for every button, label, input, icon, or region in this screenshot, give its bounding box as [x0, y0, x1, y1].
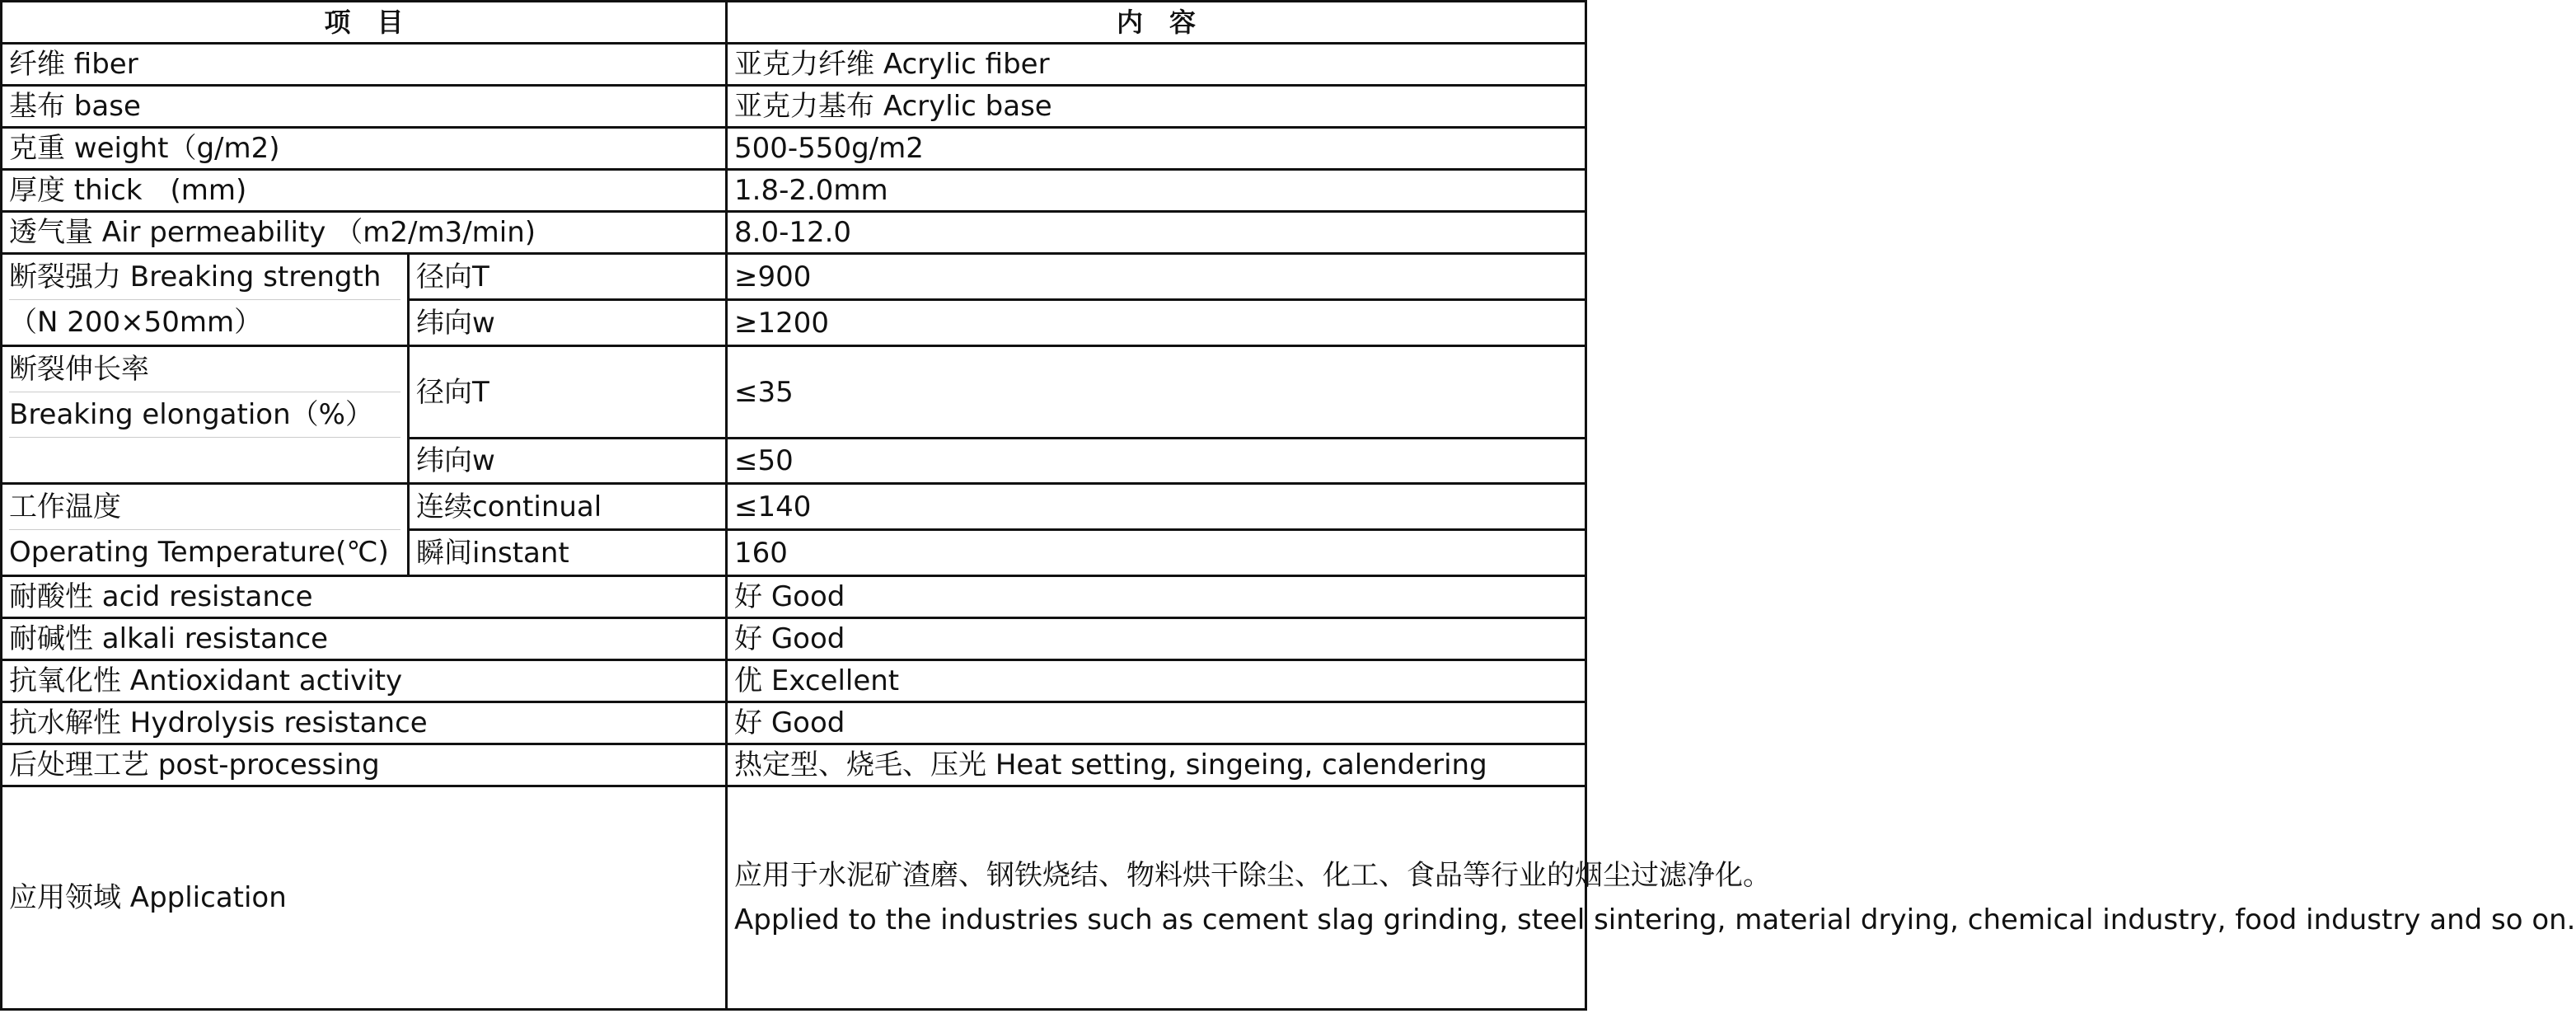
antioxidant-value: 优 Excellent — [727, 660, 1586, 702]
temperature-continual-label: 连续continual — [409, 484, 727, 530]
breaking-strength-weft-label: 纬向w — [409, 300, 727, 346]
air-value: 8.0-12.0 — [727, 212, 1586, 254]
thick-value: 1.8-2.0mm — [727, 170, 1586, 212]
elongation-warp-value: ≤35 — [727, 346, 1586, 439]
elongation-label-line-3 — [9, 437, 400, 482]
elongation-weft-value: ≤50 — [727, 439, 1586, 484]
table-row — [2, 128, 1586, 170]
temperature-continual-value: ≤140 — [727, 484, 1586, 530]
elongation-label — [2, 346, 409, 484]
application-value-cn: 应用于水泥矿渣磨、钢铁烧结、物料烘干除尘、化工、食品等行业的烟尘过滤净化。 — [734, 859, 1772, 892]
table-row — [2, 44, 1586, 86]
table-row — [2, 86, 1586, 128]
hydrolysis-label: 抗水解性 Hydrolysis resistance — [2, 702, 727, 744]
base-value: 亚克力基布 Acrylic base — [727, 86, 1586, 128]
table-row — [2, 212, 1586, 254]
weight-value: 500-550g/m2 — [727, 128, 1586, 170]
elongation-weft-label: 纬向w — [409, 439, 727, 484]
alkali-label: 耐碱性 alkali resistance — [2, 618, 727, 660]
hydrolysis-value: 好 Good — [727, 702, 1586, 744]
temperature-label-line-2: Operating Temperature(℃) — [9, 529, 400, 575]
base-label: 基布 base — [2, 86, 727, 128]
alkali-value: 好 Good — [727, 618, 1586, 660]
header-content: 内 容 — [727, 2, 1586, 44]
breaking-strength-warp-label: 径向T — [409, 254, 727, 300]
temperature-instant-value: 160 — [727, 530, 1586, 576]
table-row — [2, 170, 1586, 212]
post-processing-value: 热定型、烧毛、压光 Heat setting, singeing, calendering — [727, 744, 1586, 786]
table-row — [2, 744, 1586, 786]
thick-label: 厚度 thick (mm) — [2, 170, 727, 212]
table-row — [2, 618, 1586, 660]
breaking-strength-label — [2, 254, 409, 346]
header-item: 项 目 — [2, 2, 727, 44]
application-value-en: Applied to the industries such as cement slag grinding, steel sintering, material drying, chemical industry, food industry and so on. — [734, 903, 2576, 936]
elongation-label-line-2: Breaking elongation（%） — [9, 392, 400, 437]
table-row — [2, 346, 1586, 439]
acid-label: 耐酸性 acid resistance — [2, 576, 727, 618]
table-row — [2, 576, 1586, 618]
table-row — [2, 484, 1586, 530]
table-row — [2, 786, 1586, 1010]
weight-label: 克重 weight（g/m2) — [2, 128, 727, 170]
breaking-strength-warp-value: ≥900 — [727, 254, 1586, 300]
application-value — [727, 786, 2576, 1010]
header-row — [2, 2, 1586, 44]
breaking-strength-weft-value: ≥1200 — [727, 300, 1586, 346]
temperature-label — [2, 484, 409, 576]
table-row — [2, 702, 1586, 744]
application-label: 应用领域 Application — [2, 786, 727, 1010]
breaking-strength-label-line-2: （N 200×50mm） — [9, 299, 400, 345]
air-label: 透气量 Air permeability （m2/m3/min) — [2, 212, 727, 254]
temperature-instant-label: 瞬间instant — [409, 530, 727, 576]
fiber-value: 亚克力纤维 Acrylic fiber — [727, 44, 1586, 86]
antioxidant-label: 抗氧化性 Antioxidant activity — [2, 660, 727, 702]
elongation-warp-label: 径向T — [409, 346, 727, 439]
post-processing-label: 后处理工艺 post-processing — [2, 744, 727, 786]
temperature-label-line-1: 工作温度 — [9, 490, 121, 523]
breaking-strength-label-line-1: 断裂强力 Breaking strength — [9, 260, 382, 293]
table-row — [2, 254, 1586, 300]
acid-value: 好 Good — [727, 576, 1586, 618]
fiber-label: 纤维 fiber — [2, 44, 727, 86]
table-row — [2, 660, 1586, 702]
elongation-label-line-1: 断裂伸长率 — [9, 353, 149, 386]
